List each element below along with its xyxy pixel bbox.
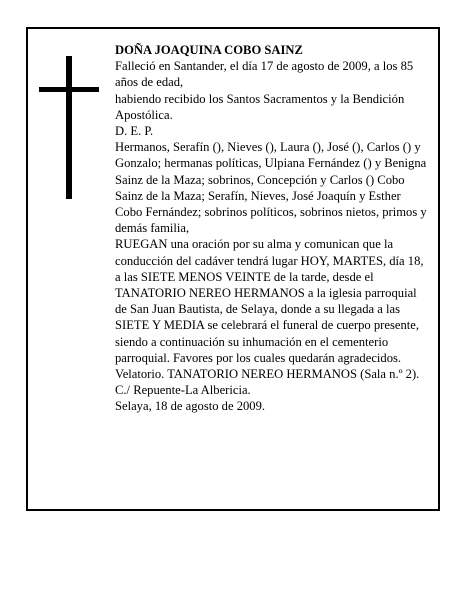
obituary-notice bbox=[26, 27, 440, 511]
sacraments-statement: habiendo recibido los Santos Sacramentos y la Bendición Apostólica. bbox=[115, 91, 405, 122]
place-date: Selaya, 18 de agosto de 2009. bbox=[115, 399, 266, 414]
cross-icon bbox=[39, 56, 99, 199]
death-statement: Falleció en Santander, el día 17 de agosto de 2009, a los 85 años de edad, bbox=[115, 59, 414, 90]
deceased-name: DOÑA JOAQUINA COBO SAINZ bbox=[115, 43, 303, 57]
cross-horizontal-bar bbox=[39, 87, 99, 92]
cross-vertical-bar bbox=[66, 56, 72, 199]
notice-text bbox=[115, 42, 427, 415]
wake-info: Velatorio. TANATORIO NEREO HERMANOS (Sala n.º 2). C./ Repuente-La Albericia. bbox=[115, 367, 420, 398]
rip-line: D. E. P. bbox=[115, 124, 154, 139]
family-list: Hermanos, Serafín (), Nieves (), Laura (), José (), Carlos () y Gonzalo; hermanas políticas, Ulpiana Fernández () y Benigna Sainz de la Maza; sobrinos, Concepción y Carlos () Cobo Sainz de la Maza; Serafín, Nieves, José Joaquín y Esther Cobo Fernández; sobrinos políticos, sobrinos nietos, primos y demás familia, bbox=[115, 140, 427, 236]
funeral-request: RUEGAN una oración por su alma y comunican que la conducción del cadáver tendrá lugar HOY, MARTES, día 18, a las SIETE MENOS VEINTE de la tarde, desde el TANATORIO NEREO HERMANOS a la iglesia parroquial de San Juan Bautista, de Selaya, donde a su llegada a las SIETE Y MEDIA se celebrará el funeral de cuerpo presente, siendo a continuación su inhumación en el cementerio parroquial. Favores por los cuales quedarán agradecidos. bbox=[115, 237, 424, 365]
